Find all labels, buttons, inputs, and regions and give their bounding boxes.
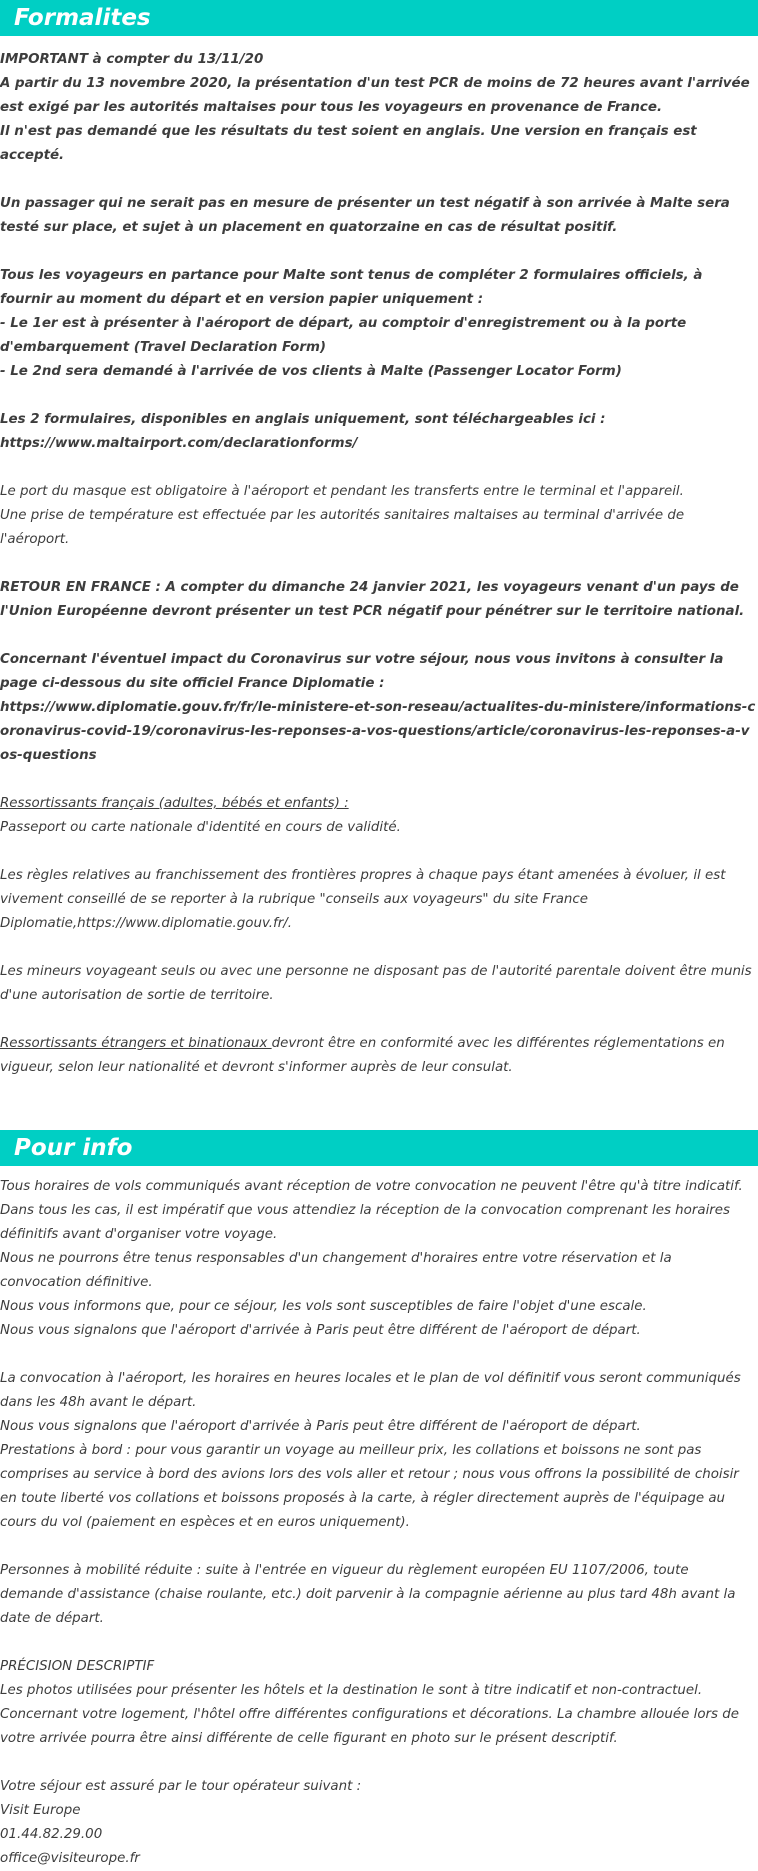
formalites-content [0,48,758,1080]
pcr-requirement: A partir du 13 novembre 2020, la présentation d'un test PCR de moins de 72 heures avant l'arrivée est exigé par les autorités maltaises pour tous les voyageurs en provenance de France. [0,76,750,115]
formalites-section-header [0,0,758,36]
border-rules-advice: Les règles relatives au franchissement des frontières propres à chaque pays étant amenées à évoluer, il est vivement conseillé de se reporter à la rubrique "conseils aux voyageurs" du site France Diplomatie,https://www.diplomatie.gouv.fr/. [0,868,726,931]
operator-phone: 01.44.82.29.00 [0,1827,103,1842]
paris-airport-notice-2: Nous vous signalons que l'aéroport d'arrivée à Paris peut être différent de l'aéroport de départ. [0,1419,641,1434]
coronavirus-intro: Concernant l'éventuel impact du Coronavirus sur votre séjour, nous vous invitons à consulter la page ci-dessous du site officiel France Diplomatie : [0,652,724,691]
operator-name: Visit Europe [0,1803,81,1818]
important-date: IMPORTANT à compter du 13/11/20 [0,52,264,67]
mask-notice: Le port du masque est obligatoire à l'aéroport et pendant les transferts entre le terminal et l'appareil. [0,484,684,499]
forms-download-link[interactable]: https://www.maltairport.com/declarationforms/ [0,436,358,451]
wait-convocation-notice: Dans tous les cas, il est impératif que vous attendiez la réception de la convocation comprenant les horaires définitifs avant d'organiser votre voyage. [0,1203,731,1242]
onboard-services-notice: Prestations à bord : pour vous garantir un voyage au meilleur prix, les collations et boissons ne sont pas comprises au service à bord des avions lors des vols aller et retour ; nous vous offrons la possibilité de choisir en toute liberté vos collations et boissons proposés à la carte, à régler directement auprès de l'équipage au cours du vol (paiement en espèces et en euros uniquement). [0,1443,739,1530]
french-nationals-documents: Passeport ou carte nationale d'identité en cours de validité. [0,820,401,835]
pcr-language: Il n'est pas demandé que les résultats du test soient en anglais. Une version en français est accepté. [0,124,697,163]
temperature-notice: Une prise de température est effectuée par les autorités sanitaires maltaises au terminal d'arrivée de l'aéroport. [0,508,685,547]
negative-test-notice: Un passager qui ne serait pas en mesure de présenter un test négatif à son arrivée à Malte sera testé sur place, et sujet à un placement en quatorzaine en cas de résultat positif. [0,196,730,235]
formalites-title: Formalites [14,5,151,31]
foreign-nationals-text: devront être en conformité avec les différentes réglementations en vigueur, selon leur nationalité et devront s'informer auprès de leur consulat. [0,1036,725,1075]
reduced-mobility-notice: Personnes à mobilité réduite : suite à l'entrée en vigueur du règlement européen EU 1107/2006, toute demande d'assistance (chaise roulante, etc.) doit parvenir à la compagnie aérienne au plus tard 48h avant la date de départ. [0,1563,736,1626]
pour-info-title: Pour info [14,1135,133,1161]
return-france-notice: RETOUR EN FRANCE : A compter du dimanche 24 janvier 2021, les voyageurs venant d'un pays de l'Union Européenne devront présenter un test PCR négatif pour pénétrer sur le territoire national. [0,580,745,619]
foreign-nationals-heading: Ressortissants étrangers et binationaux [0,1036,272,1051]
operator-email: office@visiteurope.fr [0,1851,140,1866]
diplomatie-coronavirus-link[interactable]: https://www.diplomatie.gouv.fr/fr/le-ministere-et-son-reseau/actualites-du-ministere/informations-coronavirus-covid-19/coronavirus-les-reponses-a-vos-questions/article/coronavirus-les-reponses-a-vos-questions [0,700,756,763]
forms-intro: Tous les voyageurs en partance pour Malte sont tenus de compléter 2 formulaires officiels, à fournir au moment du départ et en version papier uniquement : [0,268,703,307]
forms-download-text: Les 2 formulaires, disponibles en anglais uniquement, sont téléchargeables ici : [0,412,606,427]
form-1-description: - Le 1er est à présenter à l'aéroport de départ, au comptoir d'enregistrement ou à la porte d'embarquement (Travel Declaration Form) [0,316,687,355]
pour-info-section-header [0,1130,758,1166]
form-2-description: - Le 2nd sera demandé à l'arrivée de vos clients à Malte (Passenger Locator Form) [0,364,622,379]
precision-text: Les photos utilisées pour présenter les hôtels et la destination le sont à titre indicatif et non-contractuel. Concernant votre logement, l'hôtel offre différentes configurations et décorations. La chambre allouée lors de votre arrivée pourra être ainsi différente de celle figurant en photo sur le présent descriptif. [0,1683,739,1746]
convocation-48h-notice: La convocation à l'aéroport, les horaires en heures locales et le plan de vol définitif vous seront communiqués dans les 48h avant le départ. [0,1371,741,1410]
french-nationals-heading: Ressortissants français (adultes, bébés et enfants) : [0,796,349,811]
operator-intro: Votre séjour est assuré par le tour opérateur suivant : [0,1779,362,1794]
minors-notice: Les mineurs voyageant seuls ou avec une personne ne disposant pas de l'autorité parentale doivent être munis d'une autorisation de sortie de territoire. [0,964,752,1003]
precision-heading: PRÉCISION DESCRIPTIF [0,1659,155,1674]
flight-times-notice: Tous horaires de vols communiqués avant réception de votre convocation ne peuvent l'être qu'à titre indicatif. [0,1179,743,1194]
stopover-notice: Nous vous informons que, pour ce séjour, les vols sont susceptibles de faire l'objet d'une escale. [0,1299,647,1314]
foreign-nationals-paragraph [0,1032,756,1080]
paris-airport-notice-1: Nous vous signalons que l'aéroport d'arrivée à Paris peut être différent de l'aéroport de départ. [0,1323,641,1338]
responsibility-notice: Nous ne pourrons être tenus responsables d'un changement d'horaires entre votre réservation et la convocation définitive. [0,1251,672,1290]
pour-info-content [0,1175,758,1871]
